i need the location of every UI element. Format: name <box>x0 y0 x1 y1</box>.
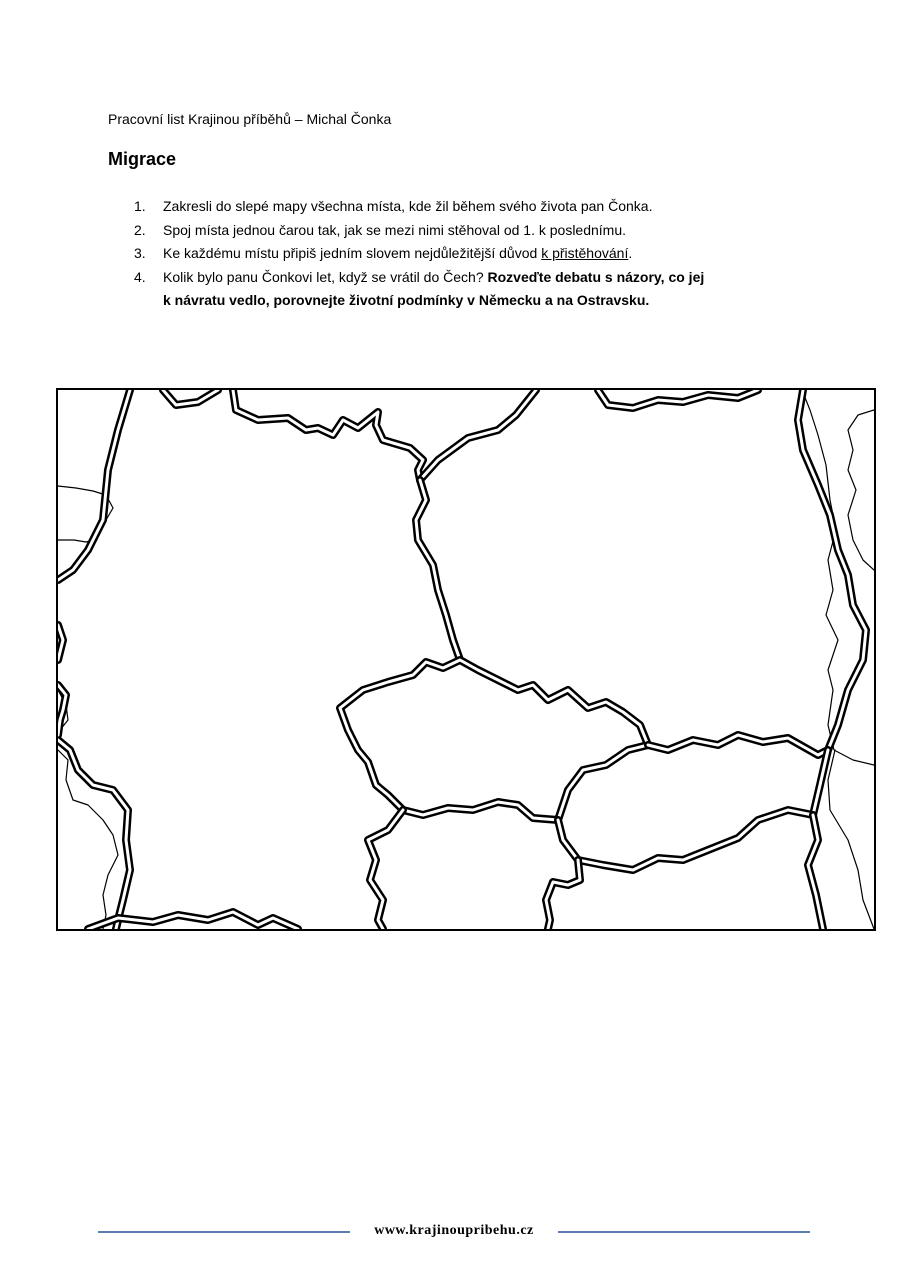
blank-map-central-europe-icon <box>58 390 874 929</box>
task-text-end: . <box>628 245 633 261</box>
task-number: 1. <box>134 198 146 214</box>
task-text-bold: Rozveďte debatu s názory, co jej <box>487 268 705 285</box>
task-text: Ke každému místu připiš jedním slovem nejdůležitější důvod <box>163 245 542 261</box>
page-title: Migrace <box>108 149 177 169</box>
task-item-3 <box>134 242 774 266</box>
task-number: 4. <box>134 268 146 285</box>
task-item-1 <box>134 195 774 219</box>
task-list <box>134 195 774 313</box>
footer-divider-left <box>98 1231 350 1233</box>
task-text-underlined: k přistěhování <box>541 245 629 261</box>
footer-divider-right <box>558 1231 810 1233</box>
footer-url: www.krajinoupribehu.cz <box>374 1223 534 1238</box>
task-text: Spoj místa jednou čarou tak, jak se mezi nimi stěhoval od 1. k poslednímu. <box>163 221 627 238</box>
blank-map <box>56 388 876 931</box>
task-item-2 <box>134 219 774 243</box>
task-text-bold-continued: k návratu vedlo, porovnejte životní podmínky v Německu a na Ostravsku. <box>163 292 650 308</box>
task-number: 3. <box>134 245 146 261</box>
main-borders <box>58 390 866 929</box>
task-number: 2. <box>134 221 146 238</box>
task-item-4 <box>134 266 774 313</box>
task-text: Kolik bylo panu Čonkovi let, když se vrátil do Čech? <box>163 268 488 285</box>
worksheet-header: Pracovní list Krajinou příběhů – Michal Čonka <box>108 111 392 127</box>
task-text: Zakresli do slepé mapy všechna místa, kde žil během svého života pan Čonka. <box>163 198 653 214</box>
